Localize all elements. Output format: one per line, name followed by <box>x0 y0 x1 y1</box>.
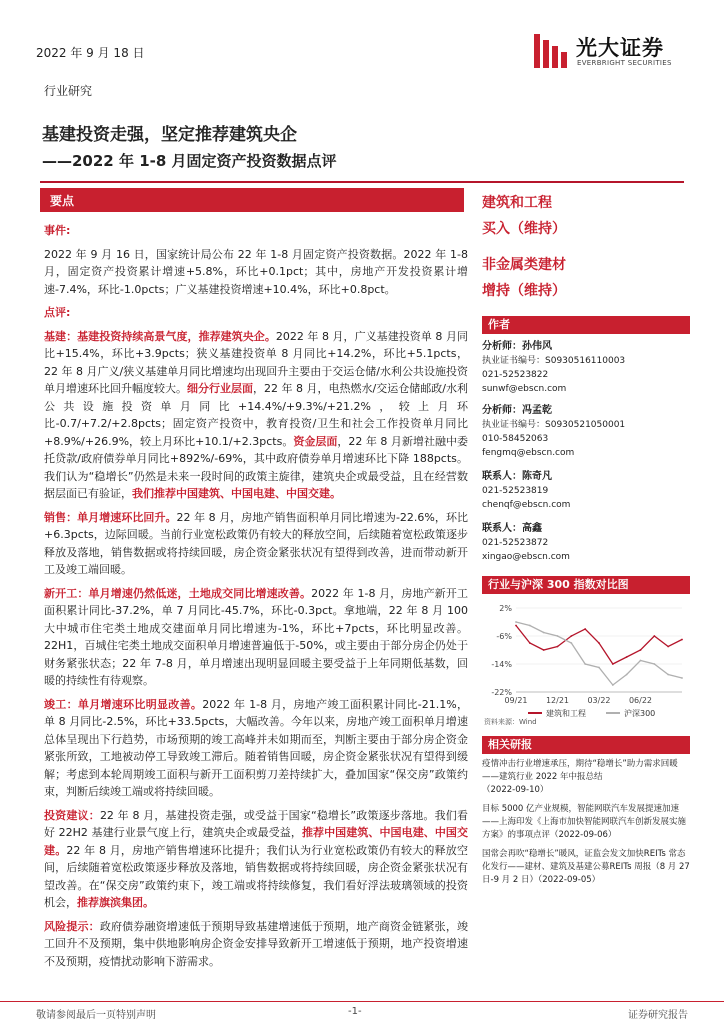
report-subtitle: ——2022 年 1-8 月固定资产投资数据点评 <box>42 152 337 170</box>
chart-data-point <box>570 642 572 644</box>
chart-data-point <box>515 625 517 627</box>
chart-data-point <box>584 663 586 665</box>
rating-2: 增持（维持） <box>482 283 566 299</box>
related-report[interactable] <box>482 803 692 842</box>
report-date: 2022 年 9 月 18 日 <box>36 46 145 60</box>
chart-data-point <box>681 677 683 679</box>
chart-data-point <box>557 635 559 637</box>
company-logo <box>532 30 702 72</box>
analyst-cert: 执业证书编号：S0930521050001 <box>482 420 626 430</box>
page-number: -1- <box>348 1006 362 1017</box>
analyst-card <box>482 340 692 396</box>
chart-y-tick-label: -14% <box>491 660 512 669</box>
chart-banner: 行业与沪深 300 指数对比图 <box>482 576 690 594</box>
contact-email[interactable]: xingao@ebscn.com <box>482 552 570 562</box>
title-divider <box>40 181 684 183</box>
industry-1: 建筑和工程 <box>482 195 552 211</box>
chart-x-tick-label: 06/22 <box>628 696 653 705</box>
chart-data-point <box>598 642 600 644</box>
related-banner: 相关研报 <box>482 736 690 754</box>
chart-data-point <box>667 674 669 676</box>
event-paragraph: 2022 年 9 月 16 日，国家统计局公布 22 年 1-8 月固定资产投资数据。2022 年 1-8 月，固定资产投资累计增速+5.8%，环比+0.1pct；其中，房地产开发投资累计增速-7.4%，环比-1.0pcts；广义基建投资增速+10.4%，环比+0.8pct。 <box>44 247 468 296</box>
chart-data-point <box>557 646 559 648</box>
chart-y-tick-label: 2% <box>499 604 512 613</box>
chart-series-line <box>516 622 682 685</box>
performance-chart <box>482 600 690 726</box>
risk-heading: 风险提示： <box>44 919 100 933</box>
risk-text: 政府债券融资增速低于预期导致基建增速低于预期，地产商资金链紧张，竣工回升不及预期，集中供地影响房企资金安排导致新开工增速低于预期，地产投资增速不及预期，疫情扰动影响下游需求。 <box>44 919 468 968</box>
infra-paragraph <box>44 328 468 503</box>
logo-text-en: EVERBRIGHT SECURITIES <box>577 59 672 67</box>
chart-y-tick-label: -22% <box>491 688 512 697</box>
chart-data-point <box>529 642 531 644</box>
related-date: （2022-09-10） <box>482 785 549 795</box>
contact-name: 联系人：陈奇凡 <box>482 471 552 482</box>
chart-data-point <box>626 674 628 676</box>
report-category: 行业研究 <box>44 84 93 98</box>
related-report[interactable] <box>482 848 692 887</box>
investment-text-a: 22 年 8 月，基建投资走强，或受益于国家“稳增长”政策逐步落地。我们看好 22H2 基建行业景气度上行，建筑央企或最受益， <box>44 808 468 839</box>
completion-heading: 竣工：单月增速环比明显改善。 <box>44 697 203 711</box>
industry-2: 非金属类建材 <box>482 257 566 273</box>
chart-x-tick-label: 03/22 <box>587 696 611 705</box>
chart-data-point <box>584 628 586 630</box>
report-title: 基建投资走强，坚定推荐建筑央企 <box>42 125 297 145</box>
everbright-logo-icon <box>532 30 570 72</box>
footer-doc-type: 证券研究报告 <box>628 1010 688 1021</box>
related-date: （2022-09-05） <box>538 875 601 885</box>
infra-heading: 基建：基建投资持续高景气度，推荐建筑央企。 <box>44 329 276 343</box>
footer-divider <box>0 1001 724 1002</box>
related-title: 疫情冲击行业增速承压，期待“稳增长”助力需求回暖——建筑行业 2022 年中报总结 <box>482 759 678 782</box>
contact-name: 联系人：高鑫 <box>482 523 542 534</box>
analyst-phone: 021-52523822 <box>482 370 549 380</box>
new-start-text: 2022 年 1-8 月，房地产新开工面积累计同比-37.2%，单 7 月同比-45.7%，环比-0.3pct。拿地端，22 年 8 月 100 大中城市住宅类土地成交建面单月同比增速为-1%，环比+7pcts，环比明显改善。22H1，百城住宅类土地成交面积单月增速普遍低于-50%，或主要由于部分房企仍处于财务紧张状态；22 年 7-8 月，单月增速出现明显回暖主要受益于上年同期低基数，回暖的持续性有待观察。 <box>44 586 469 687</box>
analyst-card <box>482 404 692 460</box>
footer-disclaimer: 敬请参阅最后一页特别声明 <box>36 1010 156 1021</box>
sales-text: 22 年 8 月，房地产销售面积单月同比增速为-22.6%，环比+6.3pcts，边际回暖。当前行业宽松政策仍有较大的释放空间，后续随着宽松政策逐步释放及落地，销售数据或将持续回暖，房企资金紧张状况有望得到改善，进而带动新开工及竣工端回暖。 <box>44 510 468 576</box>
chart-data-point <box>667 646 669 648</box>
sales-paragraph <box>44 509 468 579</box>
chart-source: 资料来源：Wind <box>484 718 537 726</box>
related-date: （2022-09-06） <box>550 830 617 840</box>
contact-card <box>482 522 692 564</box>
chart-data-point <box>653 663 655 665</box>
infra-text-b: ，22 年 8 月，电热燃水/交运仓储邮政/水利公共设施投资单月同比+14.4%/+9.3%/+21.2%，较上月环比-0.7/+7.2/+2.8pcts；固定资产投资中，教育投资/卫生和社会工作投资单月同比+8.9%/+26.9%，较上月环比+10.1/+2.3pcts。 <box>44 382 468 448</box>
completion-paragraph <box>44 696 468 801</box>
infra-subheading: 细分行业层面 <box>187 382 254 395</box>
investment-paragraph <box>44 807 468 912</box>
analyst-cert: 执业证书编号：S0930516110003 <box>482 356 626 366</box>
chart-data-point <box>515 621 517 623</box>
chart-data-point <box>653 635 655 637</box>
chart-data-point <box>640 660 642 662</box>
chart-data-point <box>626 656 628 658</box>
completion-text: 2022 年 1-8 月，房地产竣工面积累计同比-21.1%，单 8 月同比-2.5%，环比+33.5pcts，大幅改善。今年以来，房地产竣工面积单月增速总体呈现出下行趋势，市场预期的竣工高峰并未如期而至，判断主要由于部分房企资金紧张所致，工地被动停工导致竣工滞后。随着销售回暖，房企资金紧张状况有望得到缓解；考虑到本轮周期竣工面积与新开工面积剪刀差持续扩大，叠加国家“保交房”政策约束，判断后续竣工端或将持续回暖。 <box>44 697 468 798</box>
related-title: 目标 5000 亿产业规模，智能网联汽车发展提速加速——上海印发《上海市加快智能网联汽车创新发展实施方案》的事项点评 <box>482 804 687 840</box>
chart-legend-label: 建筑和工程 <box>546 709 586 718</box>
contact-phone: 021-52523872 <box>482 538 549 548</box>
sidebar <box>482 192 692 893</box>
analyst-name: 分析师：冯孟乾 <box>482 405 552 416</box>
chart-data-point <box>598 667 600 669</box>
infra-recommendation: 我们推荐中国建筑、中国电建、中国交建。 <box>132 487 341 500</box>
infra-text-a: 2022 年 8 月，广义基建投资单 8 月同比+15.4%，环比+3.9pcts；狭义基建投资单 8 月同比+14.2%，环比+5.1pcts，22 年 8 月广义/狭义基建单月同比增速均出现回升主要由于交运仓储/水利公共设施投资单月增速环比回升幅度较大。 <box>44 329 468 395</box>
investment-rec-2: 推荐旗滨集团。 <box>77 896 154 909</box>
investment-rec-1: 推荐中国建筑、中国电建、中国交建。 <box>44 826 468 857</box>
contact-card <box>482 470 692 512</box>
analyst-phone: 010-58452063 <box>482 434 549 444</box>
chart-x-tick-label: 09/21 <box>504 696 528 705</box>
main-body <box>44 222 468 976</box>
risk-paragraph <box>44 918 468 971</box>
key-points-banner <box>40 188 464 212</box>
chart-data-point <box>543 649 545 651</box>
analyst-name: 分析师：孙伟风 <box>482 341 552 352</box>
event-label: 事件: <box>44 224 71 237</box>
contact-email[interactable]: chenqf@ebscn.com <box>482 500 571 510</box>
chart-legend-label: 沪深300 <box>624 709 656 718</box>
contact-phone: 021-52523819 <box>482 486 549 496</box>
chart-data-point <box>543 632 545 634</box>
infra-text-c: ，22 年 8 月新增社融中委托贷款/政府债券单月同比+892%/-69%，其中政府债券单月增速环比下降 188pcts。我们认为“稳增长”仍然是未来一段时间的政策主旋律，建筑央企或最受益，且在经营数据层面已有验证， <box>44 434 468 500</box>
chart-data-point <box>570 635 572 637</box>
investment-heading: 投资建议： <box>44 808 100 822</box>
chart-data-point <box>612 684 614 686</box>
author-banner: 作者 <box>482 316 690 334</box>
related-report[interactable] <box>482 758 692 797</box>
investment-text-b: 22 年 8 月，房地产销售增速环比提升；我们认为行业宽松政策仍有较大的释放空间，后续随着宽松政策逐步释放及落地，销售数据或将持续回暖，房企资金紧张状况有望改善。在“保交房”政策约束下，竣工端或将持续修复，我们看好浮法玻璃领域的投资机会， <box>44 843 468 909</box>
chart-data-point <box>612 663 614 665</box>
sales-heading: 销售：单月增速环比回升。 <box>44 510 177 524</box>
logo-text-cn: 光大证券 <box>576 36 664 60</box>
chart-data-point <box>681 639 683 641</box>
analyst-email[interactable]: fengmq@ebscn.com <box>482 448 575 458</box>
comment-label: 点评: <box>44 306 71 319</box>
infra-fund-heading: 资金层面 <box>293 434 338 448</box>
key-points-label: 要点 <box>50 194 75 208</box>
new-start-paragraph <box>44 585 468 690</box>
chart-data-point <box>640 649 642 651</box>
analyst-email[interactable]: sunwf@ebscn.com <box>482 384 567 394</box>
chart-x-tick-label: 12/21 <box>545 696 570 705</box>
rating-1: 买入（维持） <box>482 221 566 237</box>
related-title: 国常会再吹“稳增长”暖风，证监会发文加快REITs 常态化发行——建材、建筑及基建公募REITs 周报（8 月 27 日-9 月 2 日） <box>482 849 690 885</box>
new-start-heading: 新开工：单月增速仍然低迷，土地成交同比增速改善。 <box>44 586 312 600</box>
chart-y-tick-label: -6% <box>496 632 512 641</box>
chart-data-point <box>529 625 531 627</box>
